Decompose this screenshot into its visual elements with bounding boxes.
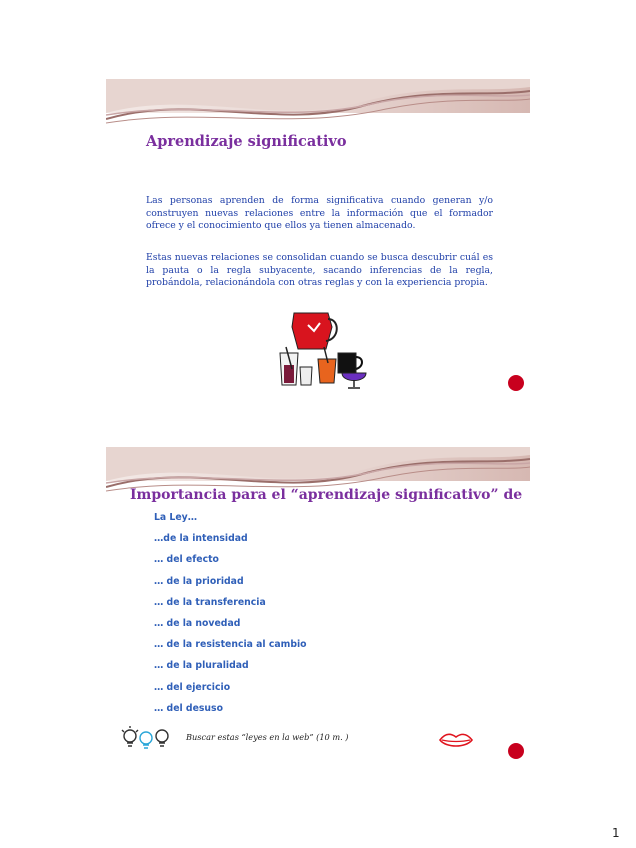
lips-icon <box>438 730 474 750</box>
list-item: … del ejercicio <box>154 681 231 693</box>
laws-list <box>154 511 307 723</box>
list-item: …de la intensidad <box>154 533 248 545</box>
footer-note: Buscar estas “leyes en la web” (10 m. ) <box>186 732 349 742</box>
wave-banner <box>106 79 530 131</box>
list-item: La Ley… <box>154 512 198 523</box>
slide-title: Importancia para el “aprendizaje significativo” de <box>130 487 523 503</box>
lightbulb-icon <box>120 725 172 753</box>
list-item: … del efecto <box>154 554 219 566</box>
red-dot <box>508 743 524 759</box>
paragraph-1: Las personas aprenden de forma significativa cuando generan y/o construyen nuevas relaciones entre la información que el formador ofrece y el conocimiento que ellos ya tienen almacenado. <box>146 195 493 232</box>
paragraph-2: Estas nuevas relaciones se consolidan cuando se busca descubrir cuál es la pauta o la regla subyacente, sacando inferencias de la regla, probándola, relacionándola con otras reglas y con la experiencia propia. <box>146 252 493 289</box>
list-item: … del desuso <box>154 702 223 714</box>
slide-title: Aprendizaje significativo <box>146 133 347 150</box>
list-item: … de la prioridad <box>154 575 244 587</box>
slide-1 <box>106 79 530 397</box>
list-item: … de la transferencia <box>154 596 266 608</box>
list-item: … de la novedad <box>154 617 241 629</box>
slide-2 <box>106 447 530 765</box>
list-item: … de la resistencia al cambio <box>154 639 307 651</box>
red-dot <box>508 375 524 391</box>
drinks-clipart <box>276 309 376 391</box>
page-number: 1 <box>612 826 620 840</box>
list-item: … de la pluralidad <box>154 660 249 672</box>
